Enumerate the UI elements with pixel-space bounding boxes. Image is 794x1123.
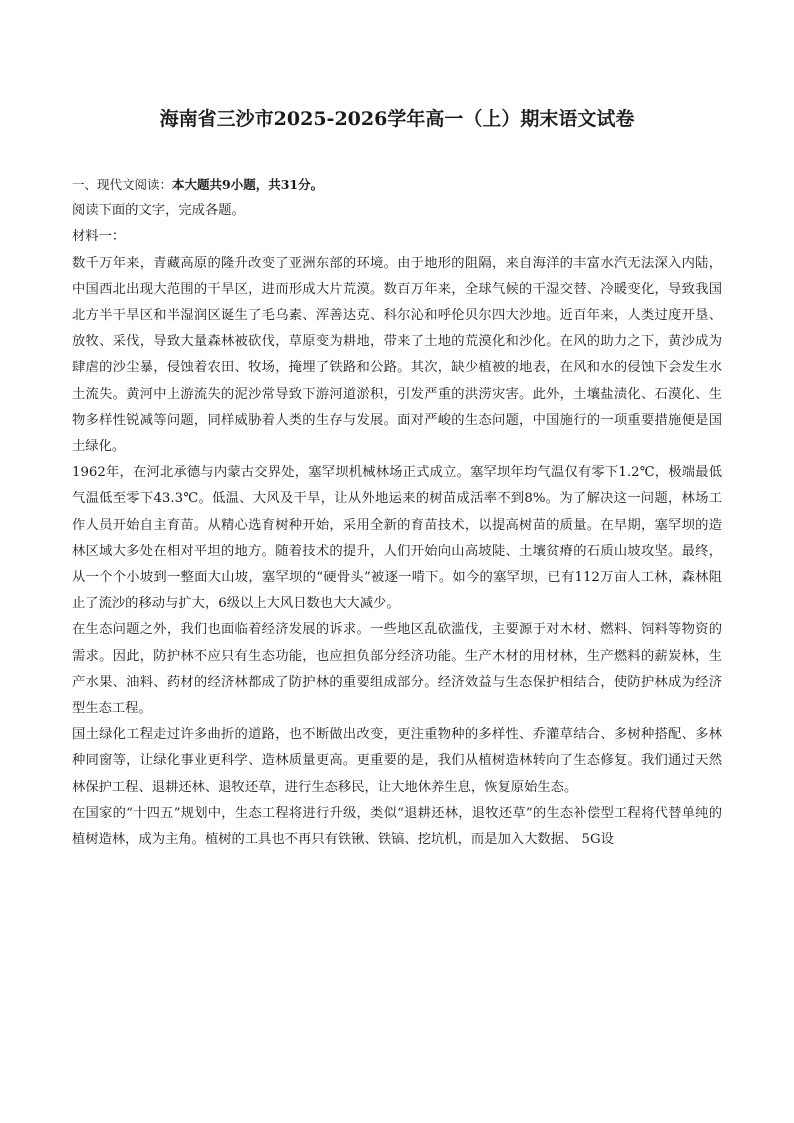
page-title: 海南省三沙市2025-2026学年高一（上）期末语文试卷 bbox=[159, 108, 635, 130]
material-label: 材料一： bbox=[72, 229, 126, 245]
paragraph: 数千万年来，青藏高原的隆升改变了亚洲东部的环境。由于地形的阻隔，来自海洋的丰富水汽无法深入内陆，中国西北出现大范围的干旱区，进而形成大片荒漠。数百万年来，全球气候的干湿交替、冷暖变化，导致我国北方半干旱区和半湿润区诞生了毛乌素、浑善达克、科尔沁和呼伦贝尔四大沙地。近百年来，人类过度开垦、放牧、采伐，导致大量森林被砍伐，草原变为耕地，带来了土地的荒漠化和沙化。在风的助力之下，黄沙成为肆虐的沙尘暴，侵蚀着农田、牧场，掩埋了铁路和公路。其次，缺少植被的地表，在风和水的侵蚀下会发生水土流失。黄河中上游流失的泥沙常导致下游河道淤积，引发严重的洪涝灾害。此外，土壤盐渍化、石漠化、生物多样性锐减等问题，同样威胁着人类的生存与发展。面对严峻的生态问题，中国施行的一项重要措施便是国土绿化。 bbox=[72, 255, 722, 455]
paragraph: 国土绿化工程走过许多曲折的道路，也不断做出改变，更注重物种的多样性、乔灌草结合、多树种搭配、多林种同窗等，让绿化事业更科学、造林质量更高。更重要的是，我们从植树造林转向了生态修复。我们通过天然林保护工程、退耕还林、退牧还草，进行生态移民，让大地休养生息，恢复原始生态。 bbox=[72, 727, 722, 795]
document-body bbox=[72, 172, 722, 853]
reading-instruction: 阅读下面的文字，完成各题。 bbox=[72, 203, 245, 219]
section-heading bbox=[72, 172, 722, 198]
section-description: 本大题共9小题，共31分。 bbox=[172, 177, 324, 192]
paragraph: 在生态问题之外，我们也面临着经济发展的诉求。一些地区乱砍滥伐，主要源于对木材、燃料、饲料等物资的需求。因此，防护林不应只有生态功能，也应担负部分经济功能。生产木材的用材林，生产燃料的薪炭林，生产水果、油料、药材的经济林都成了防护林的重要组成部分。经济效益与生态保护相结合，使防护林成为经济型生态工程。 bbox=[72, 622, 722, 717]
section-label: 一、现代文阅读： bbox=[72, 177, 173, 192]
paragraph: 在国家的“十四五”规划中，生态工程将进行升级，类似“退耕还林，退牧还草”的生态补偿型工程将代替单纯的植树造林，成为主角。植树的工具也不再只有铁锹、铁镐、挖坑机，而是加入大数据、 5G设 bbox=[72, 805, 722, 848]
paragraph: 1962年，在河北承德与内蒙古交界处，塞罕坝机械林场正式成立。塞罕坝年均气温仅有零下1.2℃，极端最低气温低至零下43.3℃。低温、大风及干旱，让从外地运来的树苗成活率不到8%。为了解决这一问题，林场工作人员开始自主育苗。从精心选育树种开始，采用全新的育苗技术，以提高树苗的质量。在早期，塞罕坝的造林区域大多处在相对平坦的地方。随着技术的提升，人们开始向山高坡陡、土壤贫瘠的石质山坡攻坚。最终，从一个个小坡到一整面大山坡，塞罕坝的“硬骨头”被逐一啃下。如今的塞罕坝，已有112万亩人工林，森林阻止了流沙的移动与扩大，6级以上大风日数也大大减少。 bbox=[72, 465, 722, 612]
